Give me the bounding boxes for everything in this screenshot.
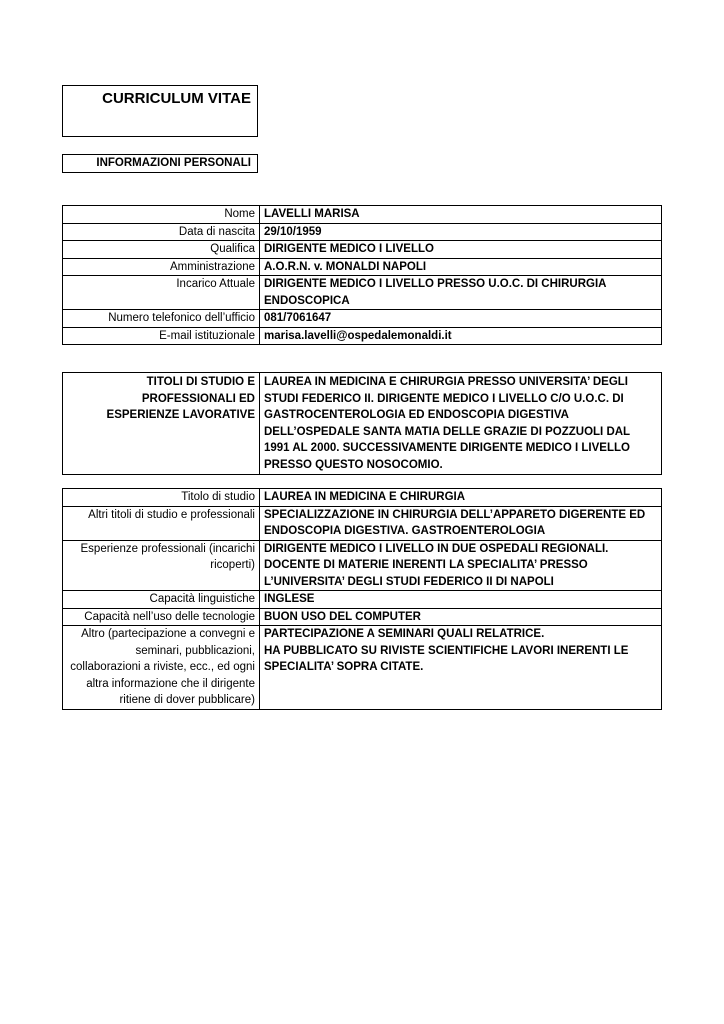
table-row [63, 608, 662, 626]
table-row [63, 276, 662, 310]
table-row [63, 591, 662, 609]
table-row [63, 540, 662, 591]
row-label: Capacità nell’uso delle tecnologie [63, 608, 260, 626]
row-value: LAVELLI MARISA [260, 206, 662, 224]
section-heading-personal-info: INFORMAZIONI PERSONALI [62, 154, 258, 173]
table-row [63, 223, 662, 241]
row-value: A.O.R.N. v. MONALDI NAPOLI [260, 258, 662, 276]
row-value: 29/10/1959 [260, 223, 662, 241]
title-box [62, 85, 258, 137]
value-line: HA PUBBLICATO SU RIVISTE SCIENTIFICHE LAVORI INERENTI LE SPECIALITA’ SOPRA CITATE. [264, 644, 629, 673]
row-label: Numero telefonico dell’ufficio [63, 310, 260, 328]
row-value: DIRIGENTE MEDICO I LIVELLO IN DUE OSPEDALI REGIONALI. DOCENTE DI MATERIE INERENTI LA SPECIALITA’ PRESSO L’UNIVERSITA’ DEGLI STUDI FEDERICO II DI NAPOLI [260, 540, 662, 591]
row-label: Esperienze professionali (incarichi ricoperti) [63, 540, 260, 591]
row-value: LAUREA IN MEDICINA E CHIRURGIA [260, 489, 662, 507]
table-row [63, 241, 662, 259]
table-row [63, 373, 662, 475]
row-value: LAUREA IN MEDICINA E CHIRURGIA PRESSO UNIVERSITA’ DEGLI STUDI FEDERICO II. DIRIGENTE MEDICO I LIVELLO C/O U.O.C. DI GASTROCENTEROLOGIA ED ENDOSCOPIA DIGESTIVA DELL’OSPEDALE SANTA MATIA DELLE GRAZIE DI POZZUOLI DAL 1991 AL 2000. SUCCESSIVAMENTE DIRIGENTE MEDICO I LIVELLO PRESSO QUESTO NOSOCOMIO. [260, 373, 662, 475]
row-label: Incarico Attuale [63, 276, 260, 310]
page-title: CURRICULUM VITAE [102, 90, 251, 107]
row-value: DIRIGENTE MEDICO I LIVELLO PRESSO U.O.C. DI CHIRURGIA ENDOSCOPICA [260, 276, 662, 310]
row-value: DIRIGENTE MEDICO I LIVELLO [260, 241, 662, 259]
row-value: 081/7061647 [260, 310, 662, 328]
row-value: SPECIALIZZAZIONE IN CHIRURGIA DELL’APPARETO DIGERENTE ED ENDOSCOPIA DIGESTIVA. GASTROENTEROLOGIA [260, 506, 662, 540]
row-label: TITOLI DI STUDIO E PROFESSIONALI ED ESPERIENZE LAVORATIVE [63, 373, 260, 475]
value-line: PARTECIPAZIONE A SEMINARI QUALI RELATRICE. [264, 628, 545, 640]
table-row [63, 506, 662, 540]
table-row [63, 310, 662, 328]
row-label: Titolo di studio [63, 489, 260, 507]
details-table [62, 488, 662, 710]
row-label: Data di nascita [63, 223, 260, 241]
row-value: INGLESE [260, 591, 662, 609]
table-row [63, 258, 662, 276]
row-label: E-mail istituzionale [63, 327, 260, 345]
row-label: Altri titoli di studio e professionali [63, 506, 260, 540]
row-label: Amministrazione [63, 258, 260, 276]
table-row [63, 489, 662, 507]
row-label: Altro (partecipazione a convegni e seminari, pubblicazioni, collaborazioni a riviste, ecc., ed ogni altra informazione che il dirigente ritiene di dover pubblicare) [63, 626, 260, 710]
table-row [63, 206, 662, 224]
personal-info-table [62, 205, 662, 345]
row-label: Nome [63, 206, 260, 224]
row-value [260, 626, 662, 710]
table-row [63, 626, 662, 710]
table-row [63, 327, 662, 345]
row-label: Qualifica [63, 241, 260, 259]
row-label: Capacità linguistiche [63, 591, 260, 609]
titles-table [62, 372, 662, 475]
row-value: BUON USO DEL COMPUTER [260, 608, 662, 626]
email-value: marisa.lavelli@ospedalemonaldi.it [260, 327, 662, 345]
